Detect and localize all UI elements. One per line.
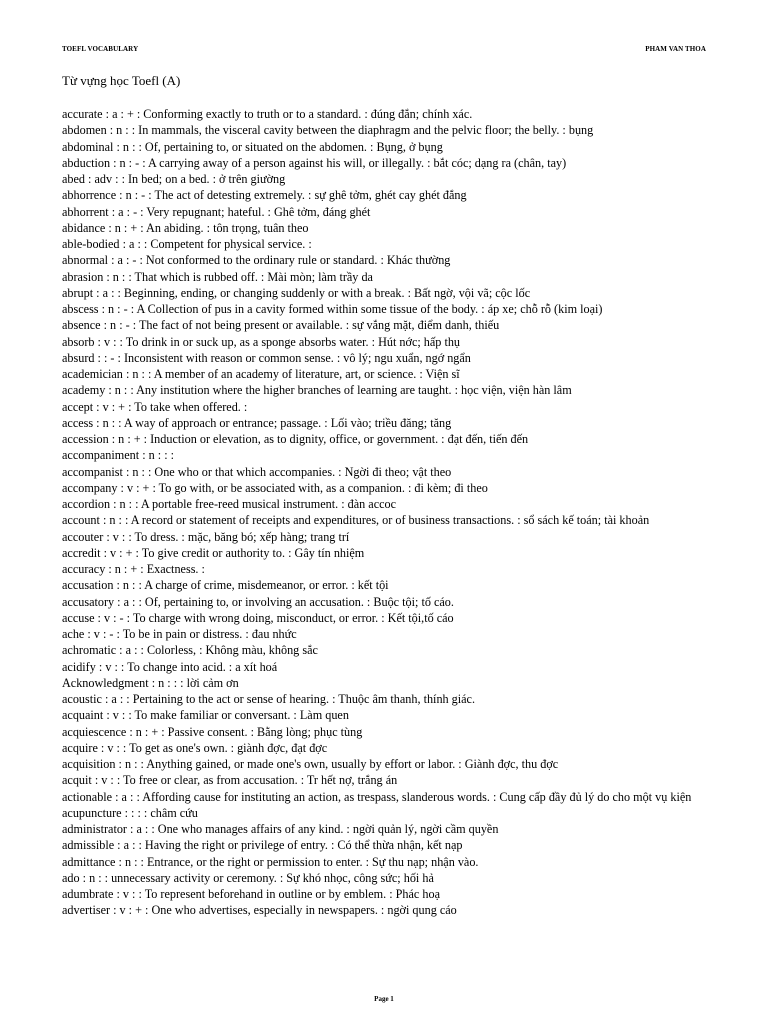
vocabulary-entry: academy : n : : Any institution where the higher branches of learning are taught. : học viện, viện hàn lâm — [62, 383, 572, 398]
vocabulary-entry: abdominal : n : : Of, pertaining to, or situated on the abdomen. : Bụng, ở bụng — [62, 139, 443, 154]
vocabulary-entry: absorb : v : : To drink in or suck up, as a sponge absorbs water. : Hút nớc; hấp thụ — [62, 334, 461, 349]
vocabulary-entry: abduction : n : - : A carrying away of a person against his will, or illegally. : bắt cóc; dạng ra (chân, tay) — [62, 155, 567, 170]
vocabulary-entry: absence : n : - : The fact of not being present or available. : sự vắng mặt, điểm danh, thiếu — [62, 318, 500, 333]
vocabulary-entry: abnormal : a : - : Not conformed to the ordinary rule or standard. : Khác thường — [62, 253, 451, 268]
vocabulary-entry: absurd : : - : Inconsistent with reason or common sense. : vô lý; ngu xuẩn, ngớ ngẩn — [62, 350, 471, 365]
vocabulary-entry: accouter : v : : To dress. : mặc, băng bó; xếp hàng; trang trí — [62, 529, 350, 544]
vocabulary-entry: abhorrence : n : - : The act of detesting extremely. : sự ghê tởm, ghét cay ghét đắng — [62, 188, 467, 203]
page-header — [62, 45, 706, 55]
vocabulary-entry: accurate : a : + : Conforming exactly to truth or to a standard. : đúng đắn; chính xác. — [62, 107, 473, 121]
vocabulary-entry: accordion : n : : A portable free-reed musical instrument. : đàn accoc — [62, 497, 397, 511]
vocabulary-entry: abscess : n : - : A Collection of pus in a cavity formed within some tissue of the body. : áp xe; chỗ rỗ (kim loại) — [62, 302, 603, 316]
header-left-text: TOEFL VOCABULARY — [62, 45, 139, 53]
vocabulary-entry: acoustic : a : : Pertaining to the act or sense of hearing. : Thuộc âm thanh, thính giác. — [62, 692, 476, 706]
vocabulary-entry: academician : n : : A member of an academy of literature, art, or science. : Viện sĩ — [62, 367, 460, 381]
vocabulary-entry: abrupt : a : : Beginning, ending, or changing suddenly or with a break. : Bất ngờ, vội vã; cộc lốc — [62, 285, 531, 300]
vocabulary-entry: acquit : v : : To free or clear, as from accusation. : Tr hết nợ, trắng án — [62, 773, 398, 788]
vocabulary-entry: admissible : a : : Having the right or privilege of entry. : Có thể thừa nhận, kết nạp — [62, 838, 463, 853]
vocabulary-entry: able-bodied : a : : Competent for physical service. : — [62, 237, 312, 251]
vocabulary-entry: access : n : : A way of approach or entrance; passage. : Lối vào; triều đăng; tăng — [62, 415, 452, 430]
vocabulary-entry: acquaint : v : : To make familiar or conversant. : Làm quen — [62, 708, 349, 723]
vocabulary-list — [62, 106, 710, 919]
vocabulary-entry: acquisition : n : : Anything gained, or made one's own, usually by effort or labor. : Giành đợc, thu đợc — [62, 757, 559, 771]
vocabulary-entry: Acknowledgment : n : : : lời cảm ơn — [62, 675, 239, 690]
vocabulary-entry: actionable : a : : Affording cause for instituting an action, as trespass, slanderous words. : Cung cấp đầy đủ lý do cho một vụ kiện — [62, 789, 692, 804]
vocabulary-entry: abrasion : n : : That which is rubbed off. : Mài mòn; làm trầy da — [62, 269, 373, 284]
vocabulary-entry: acquiescence : n : + : Passive consent. : Bằng lòng; phục tùng — [62, 724, 363, 739]
vocabulary-entry: accuracy : n : + : Exactness. : — [62, 562, 205, 576]
vocabulary-entry: administrator : a : : One who manages affairs of any kind. : ngời quản lý, ngời cầm quyền — [62, 822, 499, 836]
vocabulary-entry: account : n : : A record or statement of receipts and expenditures, or of business transactions. : sổ sách kế toán; tài khoản — [62, 513, 650, 528]
vocabulary-entry: accession : n : + : Induction or elevation, as to dignity, office, or government. : đạt đến, tiến đến — [62, 432, 529, 446]
vocabulary-entry: acquire : v : : To get as one's own. : giành đợc, đạt đợc — [62, 740, 328, 755]
vocabulary-entry: abidance : n : + : An abiding. : tôn trọng, tuân theo — [62, 220, 309, 235]
vocabulary-entry: accompanist : n : : One who or that which accompanies. : Ngời đi theo; vật theo — [62, 464, 452, 479]
vocabulary-entry: acidify : v : : To change into acid. : a xít hoá — [62, 659, 278, 674]
vocabulary-entry: accompaniment : n : : : — [62, 448, 175, 463]
vocabulary-entry: abhorrent : a : - : Very repugnant; hateful. : Ghê tởm, đáng ghét — [62, 204, 371, 219]
vocabulary-entry: accusatory : a : : Of, pertaining to, or involving an accusation. : Buộc tội; tố cáo. — [62, 594, 454, 609]
vocabulary-entry: accuse : v : - : To charge with wrong doing, misconduct, or error. : Kết tội,tố cáo — [62, 610, 454, 625]
vocabulary-entry: abdomen : n : : In mammals, the visceral cavity between the diaphragm and the pelvic floor; the belly. : bụng — [62, 123, 594, 138]
vocabulary-entry: abed : adv : : In bed; on a bed. : ở trên giường — [62, 172, 286, 186]
vocabulary-entry: adumbrate : v : : To represent beforehand in outline or by emblem. : Phác hoạ — [62, 887, 440, 901]
vocabulary-entry: accompany : v : + : To go with, or be associated with, as a companion. : đi kèm; đi theo — [62, 480, 488, 495]
page-number: Page 1 — [374, 995, 394, 1003]
document-title: Từ vựng học Toefl (A) — [62, 73, 181, 88]
vocabulary-entry: ache : v : - : To be in pain or distress. : đau nhức — [62, 627, 297, 641]
vocabulary-entry: admittance : n : : Entrance, or the right or permission to enter. : Sự thu nạp; nhận vào. — [62, 854, 479, 869]
vocabulary-entry: ado : n : : unnecessary activity or ceremony. : Sự khó nhọc, công sức; hối hả — [62, 870, 434, 885]
vocabulary-entry: achromatic : a : : Colorless, : Không màu, không sắc — [62, 643, 318, 658]
header-right-text: PHAM VAN THOA — [645, 45, 706, 53]
vocabulary-entry: accept : v : + : To take when offered. : — [62, 399, 248, 414]
vocabulary-entry: acupuncture : : : : châm cứu — [62, 805, 198, 820]
vocabulary-entry: accredit : v : + : To give credit or authority to. : Gây tín nhiệm — [62, 545, 365, 560]
vocabulary-entry: advertiser : v : + : One who advertises, especially in newspapers. : ngời qung cáo — [62, 903, 457, 918]
vocabulary-entry: accusation : n : : A charge of crime, misdemeanor, or error. : kết tội — [62, 578, 389, 593]
